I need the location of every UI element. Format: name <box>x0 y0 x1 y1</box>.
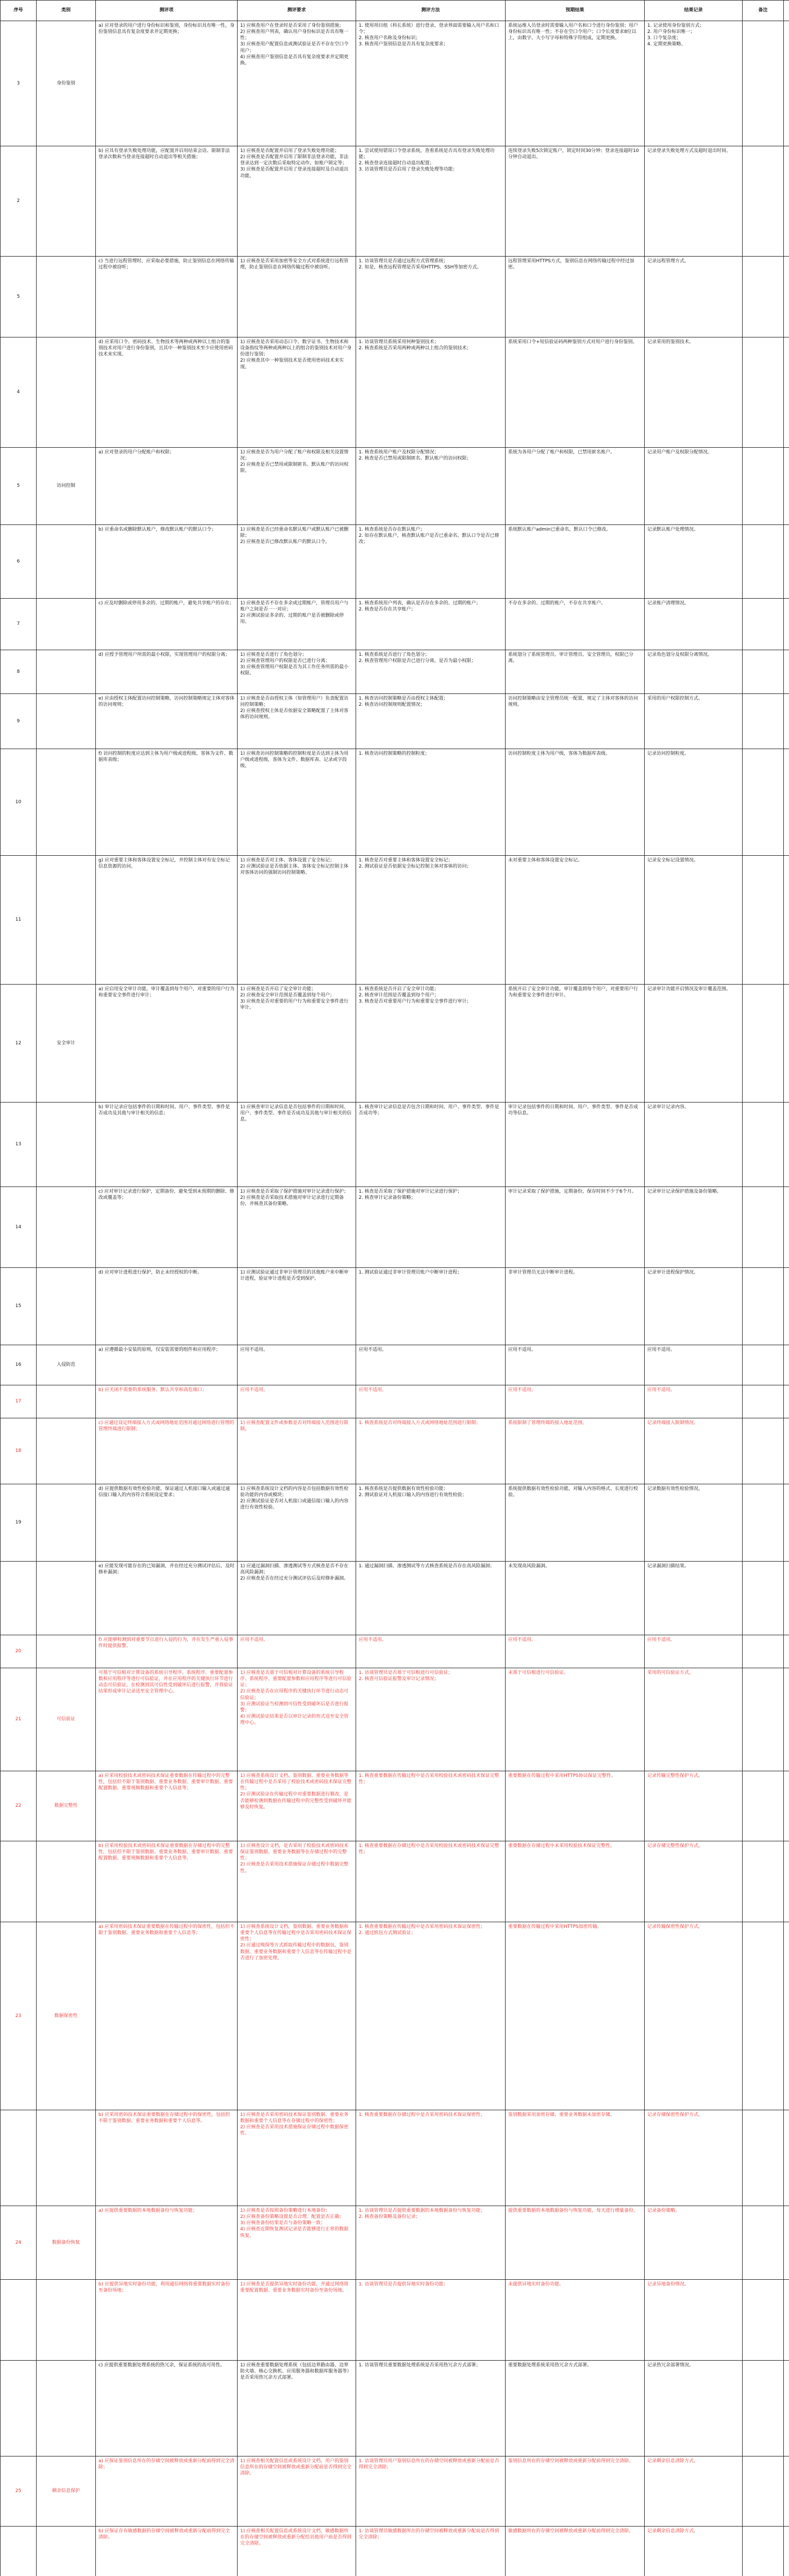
row-expected-result: 应用不适用。 <box>506 1385 645 1418</box>
row-category <box>37 749 96 855</box>
row-item: b) 应具有登录失败处理功能，应配置并启用结束会话、限制非法登录次数和当登录连接超时自动退出等相关措施； <box>96 146 238 256</box>
row-number: 4 <box>1 337 37 447</box>
row-item: d) 应对审计进程进行保护，防止未经授权的中断。 <box>96 1268 238 1345</box>
row-note <box>743 1345 784 1385</box>
row-method: 1. 核查系统是否提供数据有效性检验功能； 2. 测试验证对人机接口输入的内容进行有效性检验； <box>356 1484 506 1561</box>
row-note <box>743 749 784 855</box>
row-requirement: 1) 应核查是否提供异地实时备份功能，并通过网络将重要配置数据、重要业务数据实时备份至备份场地。 <box>238 2280 356 2360</box>
table-row <box>1 1187 789 1268</box>
row-item: d) 应授予管理用户所需的最小权限，实现管理用户的权限分离； <box>96 650 238 693</box>
row-record: 记录用户账户及权限分配情况。 <box>645 448 743 524</box>
row-record: 记录终端接入限制情况。 <box>645 1418 743 1484</box>
row-number: 11 <box>1 856 37 984</box>
row-method: 1. 访谈管理员重要数据处理系统是否采用热冗余方式部署； <box>356 2361 506 2456</box>
row-category <box>37 650 96 693</box>
row-expected-result: 远程管理采用HTTPS方式，鉴别信息在网络传输过程中经过加密。 <box>506 257 645 337</box>
row-item: a) 应遵循最小安装的原则，仅安装需要的组件和应用程序； <box>96 1345 238 1385</box>
row-record: 记录默认账户处理情况。 <box>645 525 743 598</box>
header-note: 备注 <box>743 1 784 21</box>
row-record: 记录访问控制粒度。 <box>645 749 743 855</box>
row-record: 记录审计功能开启情况及审计覆盖范围。 <box>645 985 743 1102</box>
row-expected-result: 系统采用口令+短信验证码两种鉴别方式对用户进行身份鉴别。 <box>506 337 645 447</box>
row-requirement: 1) 应核查是否基于可信根对计算设备的系统引导程序、系统程序、重要配置参数和应用程序等进行可信验证； 2) 应核查是否在应用程序的关键执行环节进行动态可信验证； 3) 应测试验证当检测到可信性受到破坏后是否进行报警； 4) 应测试验证结果是否以审计记录的形式送至安全管理中心。 <box>238 1668 356 1771</box>
row-note <box>743 1635 784 1668</box>
row-record: 记录采用的鉴别技术。 <box>645 337 743 447</box>
row-expected-result: 未提供异地实时备份功能。 <box>506 2280 645 2360</box>
row-number: 9 <box>1 694 37 749</box>
table-row <box>1 257 789 337</box>
row-item: a) 应采用校验技术或密码技术保证重要数据在传输过程中的完整性，包括但不限于鉴别数据、重要业务数据、重要审计数据、重要配置数据、重要视频数据和重要个人信息等； <box>96 1771 238 1841</box>
row-note <box>743 2280 784 2360</box>
row-requirement: 1) 应核查是否已经重命名默认账户或默认账户已被删除； 2) 应核查是否已修改默认账户的默认口令。 <box>238 525 356 598</box>
table-row <box>1 2456 789 2527</box>
row-number: 5 <box>1 448 37 524</box>
row-note <box>743 257 784 337</box>
row-number <box>1 1841 37 1922</box>
row-method: 1. 访谈管理员是否基于可信根进行可信验证； 2. 核查可信验证报警及审计记录情况； <box>356 1668 506 1771</box>
row-number: 13 <box>1 1103 37 1187</box>
row-category: 剩余信息保护 <box>37 2456 96 2526</box>
row-method: 1. 核查系统是否存在默认账户； 2. 如存在默认账户，核查默认账户是否已重命名、默认口令是否已修改； <box>356 525 506 598</box>
row-note <box>743 448 784 524</box>
row-item: f) 应能够检测到对重要节点进行入侵的行为，并在发生严重入侵事件时提供报警。 <box>96 1635 238 1668</box>
row-note <box>743 1562 784 1635</box>
row-method: 1. 访谈管理员敏感数据所在的存储空间被释放或重新分配前是否得到完全清除； <box>356 2527 506 2576</box>
row-number: 25 <box>1 2456 37 2526</box>
row-number: 3 <box>1 21 37 146</box>
row-number: 7 <box>1 599 37 650</box>
row-method: 1. 核查审计记录信息是否包含日期和时间、用户、事件类型、事件是否成功等； <box>356 1103 506 1187</box>
row-requirement: 1) 应核查重要数据处理系统（包括边界路由器、边界防火墙、核心交换机、应用服务器和数据库服务器等）是否采用热冗余方式部署。 <box>238 2361 356 2456</box>
table-row <box>1 856 789 985</box>
header-requirement: 测评要求 <box>238 1 356 21</box>
row-item: c) 应通过设定终端接入方式或网络地址范围对通过网络进行管理的管理终端进行限制； <box>96 1418 238 1484</box>
row-number: 18 <box>1 1418 37 1484</box>
row-method: 1. 访谈管理员是否提供重要数据的本地数据备份与恢复功能； 2. 核查备份策略及备份记录； <box>356 2206 506 2279</box>
row-record: 记录传输保密性保护方式。 <box>645 1922 743 2110</box>
row-note <box>743 1268 784 1345</box>
row-note <box>743 2456 784 2526</box>
row-expected-result: 重要数据处理系统采用热冗余方式部署。 <box>506 2361 645 2456</box>
row-method: 1. 核查系统用户账户及权限分配情况； 2. 核查是否已禁用或限制匿名、默认账户的访问权限； <box>356 448 506 524</box>
row-category <box>37 1635 96 1668</box>
row-note <box>743 599 784 650</box>
row-method: 1. 核查重要数据在传输过程中是否采用密码技术保证保密性； 2. 通过抓包方式测试验证； <box>356 1922 506 2110</box>
row-category <box>37 257 96 337</box>
row-method: 1. 访谈管理员系统采用何种鉴别技术； 2. 核查系统是否采用两种或两种以上组合的鉴别技术； <box>356 337 506 447</box>
row-expected-result: 提供重要数据的本地数据备份与恢复功能，每天进行增量备份。 <box>506 2206 645 2279</box>
row-number: 16 <box>1 1345 37 1385</box>
row-requirement: 应用不适用。 <box>238 1345 356 1385</box>
row-number <box>1 2110 37 2206</box>
row-record: 记录审计进程保护情况。 <box>645 1268 743 1345</box>
row-note <box>743 1771 784 1841</box>
row-expected-result: 重要数据在传输过程中采用HTTPS加密传输。 <box>506 1922 645 2110</box>
row-requirement: 1) 应核查系统设计文档的内容是否包括数据有效性检验功能的内容或模块； 2) 应测试验证是否对人机接口或通信接口输入的内容进行有效性检验。 <box>238 1484 356 1561</box>
row-number: 21 <box>1 1668 37 1771</box>
row-expected-result: 系统默认账户admin已重命名，默认口令已修改。 <box>506 525 645 598</box>
header-category: 类别 <box>37 1 96 21</box>
row-record: 记录角色划分及权限分离情况。 <box>645 650 743 693</box>
row-number <box>1 2361 37 2456</box>
row-note <box>743 1103 784 1187</box>
table-row <box>1 1484 789 1562</box>
table-row <box>1 1562 789 1635</box>
row-expected-result: 非审计管理员无法中断审计进程。 <box>506 1268 645 1345</box>
row-method: 1. 访谈管理员是否提供异地实时备份功能； <box>356 2280 506 2360</box>
table-row <box>1 337 789 448</box>
row-requirement: 1) 应核查是否进行了角色划分； 2) 应核查管理用户的权限是否已进行分离； 3) 应核查管理用户权限是否为其工作任务所需的最小权限。 <box>238 650 356 693</box>
row-note <box>743 694 784 749</box>
row-record: 记录热冗余部署情况。 <box>645 2361 743 2456</box>
row-category <box>37 337 96 447</box>
row-requirement: 1) 应核查配置文件或参数是否对终端接入范围进行限制。 <box>238 1418 356 1484</box>
row-category: 数据完整性 <box>37 1771 96 1841</box>
row-requirement: 应用不适用。 <box>238 1635 356 1668</box>
row-note <box>743 1385 784 1418</box>
table-row <box>1 599 789 650</box>
header-method: 测评方法 <box>356 1 506 21</box>
header-expected-result: 预期结果 <box>506 1 645 21</box>
row-record: 记录漏洞扫描结果。 <box>645 1562 743 1635</box>
row-record: 采用的用户权限控制方式。 <box>645 694 743 749</box>
row-record: 记录备份策略。 <box>645 2206 743 2279</box>
row-method: 1. 使用项目组（科长系统）进行登录，登录界面需要输入用户名和口令； 2. 核查用户名称及身份标识； 3. 核查用户鉴别信息是否具有复杂度要求； <box>356 21 506 146</box>
row-item: e) 应由授权主体配置访问控制策略，访问控制策略规定主体对客体的访问规则； <box>96 694 238 749</box>
row-expected-result: 系统提供数据有效性检验功能，对输入内容的格式、长度进行校验。 <box>506 1484 645 1561</box>
row-expected-result: 审计记录采取了保护措施，定期备份，保存时间不少于6个月。 <box>506 1187 645 1267</box>
row-record: 记录登录失败处理方式及超时退出时间。 <box>645 146 743 256</box>
row-requirement: 1) 应核查访问控制策略的控制粒度是否达到主体为用户级或进程级，客体为文件、数据库表、记录或字段级。 <box>238 749 356 855</box>
row-method: 1. 核查访问控制策略的控制粒度； <box>356 749 506 855</box>
row-item: b) 应关闭不需要的系统服务、默认共享和高危端口； <box>96 1385 238 1418</box>
row-method: 1. 核查系统是否开启了安全审计功能； 2. 核查审计范围是否覆盖到每个用户； 3. 核查是否对重要用户行为和重要安全事件进行审计； <box>356 985 506 1102</box>
row-category <box>37 1484 96 1561</box>
row-item: 可基于可信根对计算设备的系统引导程序、系统程序、重要配置参数和应用程序等进行可信验证，并在应用程序的关键执行环节进行动态可信验证，在检测到其可信性受到破坏后进行报警，并将验证结果形成审计记录送至安全管理中心。 <box>96 1668 238 1771</box>
row-requirement: 1) 应核查审计记录信息是否包括事件的日期和时间、用户、事件类型、事件是否成功及其他与审计相关的信息。 <box>238 1103 356 1187</box>
row-expected-result: 访问控制策略由安全管理员统一配置，规定了主体对客体的访问规则。 <box>506 694 645 749</box>
row-note <box>743 21 784 146</box>
row-record: 应用不适用。 <box>645 1345 743 1385</box>
row-note <box>743 2206 784 2279</box>
row-note <box>743 2527 784 2576</box>
row-item: d) 应采用口令、密码技术、生物技术等两种或两种以上组合的鉴别技术对用户进行身份鉴别，且其中一种鉴别技术至少应使用密码技术来实现。 <box>96 337 238 447</box>
table-row <box>1 985 789 1103</box>
header-record: 结果记录 <box>645 1 743 21</box>
row-item: c) 当进行远程管理时，应采取必要措施，防止鉴别信息在网络传输过程中被窃听； <box>96 257 238 337</box>
row-category <box>37 1562 96 1635</box>
row-expected-result: 鉴别数据采用加密存储，重要业务数据未加密存储。 <box>506 2110 645 2206</box>
row-record: 记录远程管理方式。 <box>645 257 743 337</box>
row-expected-result: 鉴别信息所在的存储空间被释放或重新分配前得到完全清除。 <box>506 2456 645 2526</box>
row-expected-result: 系统开启了安全审计功能，审计覆盖到每个用户，对重要用户行为和重要安全事件进行审计。 <box>506 985 645 1102</box>
row-category <box>37 599 96 650</box>
row-category <box>37 1418 96 1484</box>
row-item: a) 应对登录的用户进行身份标识和鉴别，身份标识具有唯一性，身份鉴别信息具有复杂度要求并定期更换； <box>96 21 238 146</box>
row-expected-result: 重要数据在存储过程中未采用校验技术保证完整性。 <box>506 1841 645 1922</box>
row-record: 采用的可信验证方式。 <box>645 1668 743 1771</box>
row-expected-result: 应用不适用。 <box>506 1635 645 1668</box>
row-expected-result: 未发现高风险漏洞。 <box>506 1562 645 1635</box>
row-item: a) 应启用安全审计功能，审计覆盖到每个用户，对重要的用户行为和重要安全事件进行审计； <box>96 985 238 1102</box>
row-item: b) 应采用校验技术或密码技术保证重要数据在存储过程中的完整性，包括但不限于鉴别数据、重要业务数据、重要审计数据、重要配置数据、重要视频数据和重要个人信息等。 <box>96 1841 238 1922</box>
table-row <box>1 1771 789 1841</box>
row-record: 记录安全标记设置情况。 <box>645 856 743 984</box>
table-row <box>1 2280 789 2361</box>
row-number: 8 <box>1 650 37 693</box>
row-requirement: 1) 应核查是否由授权主体（如管理用户）负责配置访问控制策略； 2) 应核查授权主体是否依据安全策略配置了主体对客体的访问规则。 <box>238 694 356 749</box>
row-note <box>743 2361 784 2456</box>
row-requirement: 1) 应核查是否对主体、客体设置了安全标记； 2) 应测试验证是否依据主体、客体安全标记控制主体对客体访问的强制访问控制策略。 <box>238 856 356 984</box>
row-requirement: 1) 应核查是否采用动态口令、数字证书、生物技术和设备指纹等两种或两种以上的组合的鉴别技术对用户身份进行鉴别； 2) 应核查其中一种鉴别技术是否使用密码技术来实现。 <box>238 337 356 447</box>
row-number <box>1 2280 37 2360</box>
table-row <box>1 1841 789 1922</box>
row-record: 记录剩余信息清除方式。 <box>645 2527 743 2576</box>
row-expected-result: 系统限制了管理终端的接入地址范围。 <box>506 1418 645 1484</box>
row-expected-result: 系统划分了系统管理员、审计管理员、安全管理员，权限已分离。 <box>506 650 645 693</box>
row-item: c) 应提供重要数据处理系统的热冗余，保证系统的高可用性。 <box>96 2361 238 2456</box>
table-row <box>1 525 789 599</box>
row-method: 1. 测试验证通过非审计管理员账户中断审计进程； <box>356 1268 506 1345</box>
row-number: 10 <box>1 749 37 855</box>
row-record: 应用不适用。 <box>645 1635 743 1668</box>
table-row <box>1 21 789 146</box>
row-method: 1. 核查访问控制策略是否由授权主体配置； 2. 核查访问控制规则配置情况； <box>356 694 506 749</box>
table-row <box>1 1345 789 1385</box>
row-requirement: 1) 应核查相关配置信息或系统设计文档，用户的鉴别信息所在的存储空间被释放或重新分配前是否得到完全清除。 <box>238 2456 356 2526</box>
row-record: 记录审计记录保护措施及备份策略。 <box>645 1187 743 1267</box>
row-method: 应用不适用。 <box>356 1345 506 1385</box>
row-expected-result: 应用不适用。 <box>506 1345 645 1385</box>
row-note <box>743 525 784 598</box>
row-category <box>37 146 96 256</box>
table-row <box>1 749 789 856</box>
row-item: a) 应保证鉴别信息所在的存储空间被释放或重新分配前得到完全清除； <box>96 2456 238 2526</box>
row-expected-result: 不存在多余的、过期的账户，不存在共享账户。 <box>506 599 645 650</box>
row-record: 记录审计记录内容。 <box>645 1103 743 1187</box>
table-row <box>1 694 789 749</box>
row-method: 应用不适用。 <box>356 1635 506 1668</box>
row-expected-result: 敏感数据所在的存储空间被释放或重新分配前得到完全清除。 <box>506 2527 645 2576</box>
row-requirement: 1) 应核查用户在登录时是否采用了身份鉴别措施； 2) 应核查用户列表，确认用户身份标识是否具有唯一性； 3) 应核查用户配置信息或测试验证是否不存在空口令用户； 4) 应核查用户鉴别信息是否具有复杂度要求并定期更换。 <box>238 21 356 146</box>
row-item: e) 应能发现可能存在的已知漏洞，并在经过充分测试评估后，及时修补漏洞； <box>96 1562 238 1635</box>
row-requirement: 1) 应核查是否采取了保护措施对审计记录进行保护； 2) 应核查是否采取技术措施对审计记录进行定期备份，并核查其备份策略。 <box>238 1187 356 1267</box>
row-requirement: 1) 应核查是否为用户分配了账户和权限及相关设置情况； 2) 应核查是否已禁用或限制匿名、默认账户的访问权限。 <box>238 448 356 524</box>
row-method: 1. 通过漏洞扫描、渗透测试等方式核查系统是否存在高风险漏洞； <box>356 1562 506 1635</box>
row-requirement: 应用不适用。 <box>238 1385 356 1418</box>
row-item: b) 审计记录应包括事件的日期和时间、用户、事件类型、事件是否成功及其他与审计相关的信息； <box>96 1103 238 1187</box>
row-record: 记录传输完整性保护方式。 <box>645 1771 743 1841</box>
table-row <box>1 448 789 525</box>
table-row <box>1 2206 789 2280</box>
row-number <box>1 2527 37 2576</box>
row-number: 2 <box>1 146 37 256</box>
row-category <box>37 694 96 749</box>
row-requirement: 1) 应通过漏洞扫描、渗透测试等方式核查是否不存在高风险漏洞； 2) 应核查是否在经过充分测试评估后及时修补漏洞。 <box>238 1562 356 1635</box>
row-note <box>743 146 784 256</box>
row-item: a) 应提供重要数据的本地数据备份与恢复功能； <box>96 2206 238 2279</box>
row-method: 1. 核查系统是否进行了角色划分； 2. 核查管理用户权限是否已进行分离，是否为最小权限； <box>356 650 506 693</box>
row-method: 1. 访谈管理员用户鉴别信息所在的存储空间被释放或重新分配前是否得到完全清除； <box>356 2456 506 2526</box>
table-row <box>1 1922 789 2110</box>
row-number: 6 <box>1 525 37 598</box>
row-item: b) 应提供异地实时备份功能，利用通信网络将重要数据实时备份至备份场地； <box>96 2280 238 2360</box>
row-category <box>37 2280 96 2360</box>
row-number: 22 <box>1 1771 37 1841</box>
row-requirement: 1) 应核查是否采用密码技术保证鉴别数据、重要业务数据和重要个人信息等在存储过程中的保密性； 2) 应核查是否采用技术措施保证存储过程中数据保密性。 <box>238 2110 356 2206</box>
row-note <box>743 2110 784 2206</box>
row-category <box>37 2361 96 2456</box>
table-row <box>1 2110 789 2206</box>
row-item: c) 应对审计记录进行保护，定期备份，避免受到未预期的删除、修改或覆盖等； <box>96 1187 238 1267</box>
row-number: 12 <box>1 985 37 1102</box>
table-row <box>1 2361 789 2456</box>
row-expected-result: 系统运维人员登录时需要输入用户名和口令进行身份鉴别；用户身份标识具有唯一性；不存在空口令用户；口令长度要求8位以上，由数字、大小写字母和特殊字符组成，定期更换。 <box>506 21 645 146</box>
row-category <box>37 1841 96 1922</box>
header-item: 测评项 <box>96 1 238 21</box>
row-category: 身份鉴别 <box>37 21 96 146</box>
row-requirement: 1) 应核查是否开启了安全审计功能； 2) 应核查安全审计范围是否覆盖到每个用户； 3) 应核查是否对重要的用户行为和重要安全事件进行审计。 <box>238 985 356 1102</box>
row-note <box>743 650 784 693</box>
row-requirement: 1) 应核查是否按照备份策略进行本地备份； 2) 应核查备份策略设置是否合理、配置是否正确； 3) 应核查备份结果是否与备份策略一致； 4) 应核查近期恢复测试记录是否能够进行正常的数据恢复。 <box>238 2206 356 2279</box>
row-category <box>37 1268 96 1345</box>
row-record: 记录剩余信息清除方式。 <box>645 2456 743 2526</box>
row-method: 1. 核查系统用户列表，确认是否存在多余的、过期的账户； 2. 核查是否存在共享账户； <box>356 599 506 650</box>
row-item: a) 应采用密码技术保证重要数据在传输过程中的保密性，包括但不限于鉴别数据、重要业务数据和重要个人信息等； <box>96 1922 238 2110</box>
row-category <box>37 1385 96 1418</box>
row-record: 应用不适用。 <box>645 1385 743 1418</box>
row-requirement: 1) 应核查设计文档，是否采用了校验技术或密码技术保证鉴别数据、重要业务数据等在存储过程中的完整性； 2) 应核查是否采用技术措施保证存储过程中数据完整性。 <box>238 1841 356 1922</box>
row-expected-result: 重要数据在传输过程中采用HTTPS协议保证完整性。 <box>506 1771 645 1841</box>
row-method: 1. 访谈管理员是否通过远程方式管理系统； 2. 如是，核查远程管理是否采用HTTPS、SSH等加密方式。 <box>356 257 506 337</box>
row-item: c) 应及时删除或停用多余的、过期的账户，避免共享账户的存在； <box>96 599 238 650</box>
row-method: 1. 核查系统是否对终端接入方式或网络地址范围进行限制； <box>356 1418 506 1484</box>
row-category <box>37 2527 96 2576</box>
row-note <box>743 856 784 984</box>
header-no: 序号 <box>1 1 37 21</box>
row-note <box>743 1484 784 1561</box>
row-requirement: 1) 应核查相关配置信息或系统设计文档，敏感数据所在的存储空间被释放或重新分配给其他用户前是否得到完全清除。 <box>238 2527 356 2576</box>
row-record: 1. 记录使用身份鉴别方式； 2. 用户身份标识唯一； 3. 口令复杂度； 4. 定期更换策略。 <box>645 21 743 146</box>
row-expected-result: 访问控制粒度主体为用户级，客体为数据库表级。 <box>506 749 645 855</box>
row-category <box>37 525 96 598</box>
row-expected-result: 系统为各用户分配了账户和权限，已禁用匿名账户。 <box>506 448 645 524</box>
row-number: 23 <box>1 1922 37 2110</box>
row-category: 数据保密性 <box>37 1922 96 2110</box>
table-row <box>1 2527 789 2576</box>
row-note <box>743 1922 784 2110</box>
table-row <box>1 1268 789 1345</box>
table-row <box>1 1418 789 1484</box>
row-method: 1. 核查是否对重要主体和客体设置安全标记； 2. 测试验证是否依据安全标记控制主体对客体的访问； <box>356 856 506 984</box>
row-requirement: 1) 应核查是否采用加密等安全方式对系统进行远程管理，防止鉴别信息在网络传输过程中被窃听。 <box>238 257 356 337</box>
row-category <box>37 856 96 984</box>
row-requirement: 1) 应核查是否配置并启用了登录失败处理功能； 2) 应核查是否配置并启用了限制非法登录功能，非法登录达到一定次数后采取特定动作，如账户锁定等； 3) 应核查是否配置并启用了登录连接超时及自动退出功能。 <box>238 146 356 256</box>
row-item: g) 应对重要主体和客体设置安全标记，并控制主体对有安全标记信息资源的访问。 <box>96 856 238 984</box>
row-number: 15 <box>1 1268 37 1345</box>
row-item: a) 应对登录的用户分配账户和权限； <box>96 448 238 524</box>
row-record: 记录数据有效性检验情况。 <box>645 1484 743 1561</box>
row-item: b) 应重命名或删除默认账户，修改默认账户的默认口令； <box>96 525 238 598</box>
row-note <box>743 985 784 1102</box>
table-row <box>1 1635 789 1668</box>
row-expected-result: 审计记录包括事件的日期和时间、用户、事件类型、事件是否成功等信息。 <box>506 1103 645 1187</box>
row-note <box>743 337 784 447</box>
table-row <box>1 1385 789 1418</box>
row-requirement: 1) 应核查系统设计文档，鉴别数据、重要业务数据等在传输过程中是否采用了校验技术或密码技术保证完整性； 2) 应测试验证在传输过程中对重要数据进行篡改，是否能够检测到数据在传输过程中的完整性受到破坏并能够及时恢复。 <box>238 1771 356 1841</box>
row-number <box>1 1562 37 1635</box>
row-requirement: 1) 应核查是否不存在多余或过期账户，管理员用户与账户之间是否一一对应； 2) 应测试验证多余的、过期的账户是否被删除或停用。 <box>238 599 356 650</box>
row-item: b) 应保证存有敏感数据的存储空间被释放或重新分配前得到完全清除。 <box>96 2527 238 2576</box>
row-expected-result: 未基于可信根进行可信验证。 <box>506 1668 645 1771</box>
row-note <box>743 1668 784 1771</box>
row-category: 可信验证 <box>37 1668 96 1771</box>
table-row <box>1 1668 789 1771</box>
row-number: 19 <box>1 1484 37 1561</box>
row-category <box>37 1103 96 1187</box>
row-item: f) 访问控制的粒度应达到主体为用户级或进程级，客体为文件、数据库表级； <box>96 749 238 855</box>
row-note <box>743 1841 784 1922</box>
row-method: 1. 核查重要数据在存储过程中是否采用校验技术或密码技术保证完整性； <box>356 1841 506 1922</box>
table-row <box>1 1103 789 1187</box>
table-row <box>1 146 789 257</box>
row-number: 5 <box>1 257 37 337</box>
row-category: 访问控制 <box>37 448 96 524</box>
table-row <box>1 650 789 694</box>
row-record: 记录存储完整性保护方式。 <box>645 1841 743 1922</box>
row-number: 17 <box>1 1385 37 1418</box>
row-category: 安全审计 <box>37 985 96 1102</box>
row-record: 记录异地备份情况。 <box>645 2280 743 2360</box>
row-expected-result: 未对重要主体和客体设置安全标记。 <box>506 856 645 984</box>
row-number: 20 <box>1 1635 37 1668</box>
row-method: 1. 核查重要数据在传输过程中是否采用校验技术或密码技术保证完整性； <box>356 1771 506 1841</box>
row-note <box>743 1418 784 1484</box>
row-method: 1. 尝试使用错误口令登录系统，查看系统是否具有登录失败处理功能； 2. 核查登录连接超时自动退出配置； 3. 访谈管理员是否启用了登录失败处理等功能； <box>356 146 506 256</box>
row-category <box>37 1187 96 1267</box>
row-requirement: 1) 应测试验证通过非审计管理员的其他账户来中断审计进程，验证审计进程是否受到保护。 <box>238 1268 356 1345</box>
row-number: 24 <box>1 2206 37 2279</box>
row-method: 1. 核查重要数据在存储过程中是否采用密码技术保证保密性； <box>356 2110 506 2206</box>
row-method: 1. 核查是否采取了保护措施对审计记录进行保护； 2. 核查审计记录备份策略； <box>356 1187 506 1267</box>
table-header <box>1 1 789 21</box>
row-method: 应用不适用。 <box>356 1385 506 1418</box>
row-record: 记录账户清理情况。 <box>645 599 743 650</box>
row-category: 入侵防范 <box>37 1345 96 1385</box>
row-requirement: 1) 应核查系统设计文档，鉴别数据、重要业务数据和重要个人信息等在传输过程中是否采用密码技术保证保密性； 2) 应通过嗅探等方式抓取传输过程中的数据包，鉴别数据、重要业务数据和重要个人信息等在传输过程中是否进行了加密处理。 <box>238 1922 356 2110</box>
row-note <box>743 1187 784 1267</box>
row-number: 14 <box>1 1187 37 1267</box>
row-expected-result: 连续登录失败5次锁定账户，锁定时间30分钟；登录连接超时10分钟自动退出。 <box>506 146 645 256</box>
row-item: d) 应提供数据有效性检验功能，保证通过人机接口输入或通过通信接口输入的内容符合系统设定要求； <box>96 1484 238 1561</box>
row-record: 记录存储保密性保护方式。 <box>645 2110 743 2206</box>
row-category <box>37 2110 96 2206</box>
row-item: b) 应采用密码技术保证重要数据在存储过程中的保密性，包括但不限于鉴别数据、重要业务数据和重要个人信息等。 <box>96 2110 238 2206</box>
row-category: 数据备份恢复 <box>37 2206 96 2279</box>
